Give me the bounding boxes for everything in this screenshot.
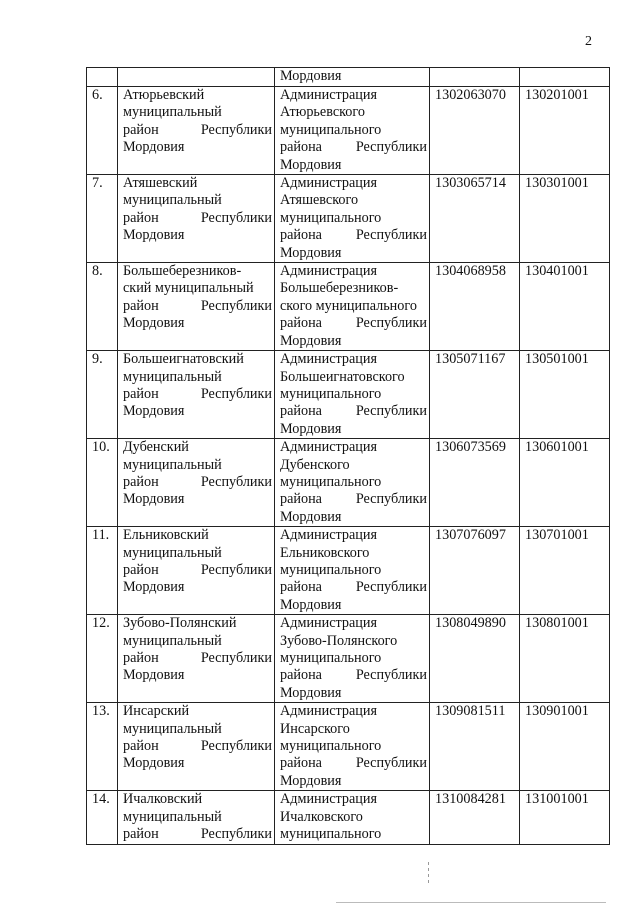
district-word: район xyxy=(123,121,159,138)
row-number-cell xyxy=(87,68,118,87)
admin-line: муниципального xyxy=(280,650,382,666)
scan-mark xyxy=(428,862,429,884)
administration-cell xyxy=(275,791,430,845)
district-cell xyxy=(118,351,275,439)
district-word: Республики xyxy=(200,297,272,314)
district-cell xyxy=(118,175,275,263)
admin-line: Мордовия xyxy=(280,156,342,173)
inn-cell: 1303065714 xyxy=(430,175,520,263)
district-word: район xyxy=(123,209,159,226)
district-word: Республики xyxy=(200,738,272,755)
district-cell xyxy=(118,87,275,175)
district-line: муниципальный xyxy=(123,544,222,561)
table-row xyxy=(87,263,610,351)
district-line: Мордовия xyxy=(123,667,185,684)
district-line: Атяшевский xyxy=(123,175,198,192)
district-line: Большеигнатовский xyxy=(123,351,244,368)
row-number: 11. xyxy=(87,527,118,615)
administration-cell xyxy=(275,68,430,87)
admin-line: Мордовия xyxy=(280,420,342,437)
district-cell xyxy=(118,439,275,527)
admin-line: муниципального xyxy=(280,209,382,226)
kpp-cell: 130501001 xyxy=(520,351,610,439)
district-word: район xyxy=(123,650,159,666)
admin-word: Республики xyxy=(355,667,427,684)
administration-cell xyxy=(275,263,430,351)
district-word: Республики xyxy=(200,561,272,578)
admin-word: Республики xyxy=(355,139,427,156)
admin-line: Администрация xyxy=(280,703,377,720)
row-number: 14. xyxy=(87,791,118,845)
district-word: район xyxy=(123,385,159,402)
district-cell xyxy=(118,68,275,87)
kpp-cell: 130901001 xyxy=(520,703,610,791)
table-row xyxy=(87,527,610,615)
district-word: Республики xyxy=(200,826,272,843)
table-row xyxy=(87,175,610,263)
inn-cell: 1310084281 xyxy=(430,791,520,845)
admin-line: Большеберезников- xyxy=(280,280,399,297)
admin-line: муниципального xyxy=(280,826,382,843)
admin-line: Мордовия xyxy=(280,68,342,84)
district-line: Большеберезников- xyxy=(123,263,242,280)
row-number: 8. xyxy=(87,263,118,351)
district-word: Республики xyxy=(200,121,272,138)
inn-cell: 1305071167 xyxy=(430,351,520,439)
district-line: Мордовия xyxy=(123,579,185,596)
admin-line: Администрация xyxy=(280,439,377,456)
inn-cell: 1302063070 xyxy=(430,87,520,175)
district-cell xyxy=(118,703,275,791)
district-word: район xyxy=(123,561,159,578)
admin-line: Мордовия xyxy=(280,244,342,261)
district-word: район xyxy=(123,826,159,843)
row-number: 13. xyxy=(87,703,118,791)
admin-line: Дубенского xyxy=(280,456,350,473)
district-cell xyxy=(118,527,275,615)
table-row xyxy=(87,439,610,527)
district-line: муниципальный xyxy=(123,632,222,649)
district-word: Республики xyxy=(200,473,272,490)
admin-line: Администрация xyxy=(280,791,377,808)
page-number: 2 xyxy=(585,34,592,49)
admin-word: Республики xyxy=(355,315,427,332)
table-row xyxy=(87,615,610,703)
row-number: 10. xyxy=(87,439,118,527)
district-line: муниципальный xyxy=(123,720,222,737)
district-cell xyxy=(118,791,275,845)
district-line: муниципальный xyxy=(123,104,222,121)
district-word: район xyxy=(123,297,159,314)
administration-cell xyxy=(275,439,430,527)
row-number: 12. xyxy=(87,615,118,703)
district-word: Республики xyxy=(200,385,272,402)
districts-table xyxy=(86,67,610,845)
admin-word: Республики xyxy=(355,579,427,596)
district-word: район xyxy=(123,738,159,755)
table-row xyxy=(87,87,610,175)
admin-line: Администрация xyxy=(280,527,377,544)
kpp-cell: 130201001 xyxy=(520,87,610,175)
district-line: Зубово-Полянский xyxy=(123,615,237,632)
admin-word: района xyxy=(280,579,322,596)
kpp-cell: 130301001 xyxy=(520,175,610,263)
admin-word: района xyxy=(280,491,322,508)
district-line: Ичалковский xyxy=(123,791,203,808)
admin-word: района xyxy=(280,139,322,156)
admin-line: муниципального xyxy=(280,561,382,578)
admin-word: района xyxy=(280,755,322,772)
administration-cell xyxy=(275,615,430,703)
row-number: 6. xyxy=(87,87,118,175)
table-row-continued xyxy=(87,68,610,87)
admin-line: Мордовия xyxy=(280,596,342,613)
district-word: район xyxy=(123,473,159,490)
admin-line: ского муниципального xyxy=(280,297,417,314)
row-number: 9. xyxy=(87,351,118,439)
admin-word: района xyxy=(280,227,322,244)
admin-word: района xyxy=(280,403,322,420)
admin-line: муниципального xyxy=(280,738,382,755)
admin-line: Мордовия xyxy=(280,684,342,701)
kpp-cell: 131001001 xyxy=(520,791,610,845)
admin-line: Атяшевского xyxy=(280,192,359,209)
admin-word: Республики xyxy=(355,491,427,508)
districts-table-wrapper xyxy=(86,67,610,845)
admin-word: Республики xyxy=(355,403,427,420)
admin-line: Администрация xyxy=(280,87,377,103)
district-line: Ельниковский xyxy=(123,527,209,544)
district-line: Мордовия xyxy=(123,315,185,332)
inn-cell: 1306073569 xyxy=(430,439,520,527)
inn-cell xyxy=(430,68,520,87)
admin-line: Администрация xyxy=(280,615,377,632)
admin-line: Администрация xyxy=(280,175,377,192)
administration-cell xyxy=(275,703,430,791)
admin-line: Администрация xyxy=(280,263,377,280)
admin-line: муниципального xyxy=(280,473,382,490)
admin-line: Мордовия xyxy=(280,332,342,349)
district-line: Инсарский xyxy=(123,703,190,720)
district-line: муниципальный xyxy=(123,368,222,385)
admin-line: Зубово-Полянского xyxy=(280,632,398,649)
admin-word: Республики xyxy=(355,227,427,244)
district-line: Мордовия xyxy=(123,139,185,156)
kpp-cell xyxy=(520,68,610,87)
district-line: Мордовия xyxy=(123,403,185,420)
admin-line: муниципального xyxy=(280,121,382,138)
kpp-cell: 130601001 xyxy=(520,439,610,527)
admin-word: района xyxy=(280,667,322,684)
district-line: Мордовия xyxy=(123,227,185,244)
admin-line: Мордовия xyxy=(280,508,342,525)
admin-line: Ичалковского xyxy=(280,808,363,825)
district-line: муниципальный xyxy=(123,808,222,825)
admin-line: Большеигнатовского xyxy=(280,368,405,385)
kpp-cell: 130401001 xyxy=(520,263,610,351)
district-word: Республики xyxy=(200,650,272,666)
administration-cell xyxy=(275,351,430,439)
table-row xyxy=(87,351,610,439)
administration-cell xyxy=(275,527,430,615)
district-line: муниципальный xyxy=(123,456,222,473)
scan-rule xyxy=(336,902,606,903)
table-row xyxy=(87,791,610,845)
admin-word: Республики xyxy=(355,755,427,772)
admin-line: Атюрьевского xyxy=(280,104,365,121)
admin-line: Ельниковского xyxy=(280,544,370,561)
district-line: Мордовия xyxy=(123,755,185,772)
inn-cell: 1308049890 xyxy=(430,615,520,703)
admin-line: Мордовия xyxy=(280,772,342,789)
district-line: Дубенский xyxy=(123,439,189,456)
administration-cell xyxy=(275,87,430,175)
district-line: муниципальный xyxy=(123,192,222,209)
district-line: Мордовия xyxy=(123,491,185,508)
inn-cell: 1304068958 xyxy=(430,263,520,351)
district-word: Республики xyxy=(200,209,272,226)
admin-word: района xyxy=(280,315,322,332)
inn-cell: 1309081511 xyxy=(430,703,520,791)
district-cell xyxy=(118,615,275,703)
district-cell xyxy=(118,263,275,351)
admin-line: Администрация xyxy=(280,351,377,368)
kpp-cell: 130801001 xyxy=(520,615,610,703)
administration-cell xyxy=(275,175,430,263)
inn-cell: 1307076097 xyxy=(430,527,520,615)
table-row xyxy=(87,703,610,791)
admin-line: Инсарского xyxy=(280,720,350,737)
kpp-cell: 130701001 xyxy=(520,527,610,615)
district-line: Атюрьевский xyxy=(123,87,205,103)
district-line: ский муниципальный xyxy=(123,280,254,297)
row-number: 7. xyxy=(87,175,118,263)
admin-line: муниципального xyxy=(280,385,382,402)
